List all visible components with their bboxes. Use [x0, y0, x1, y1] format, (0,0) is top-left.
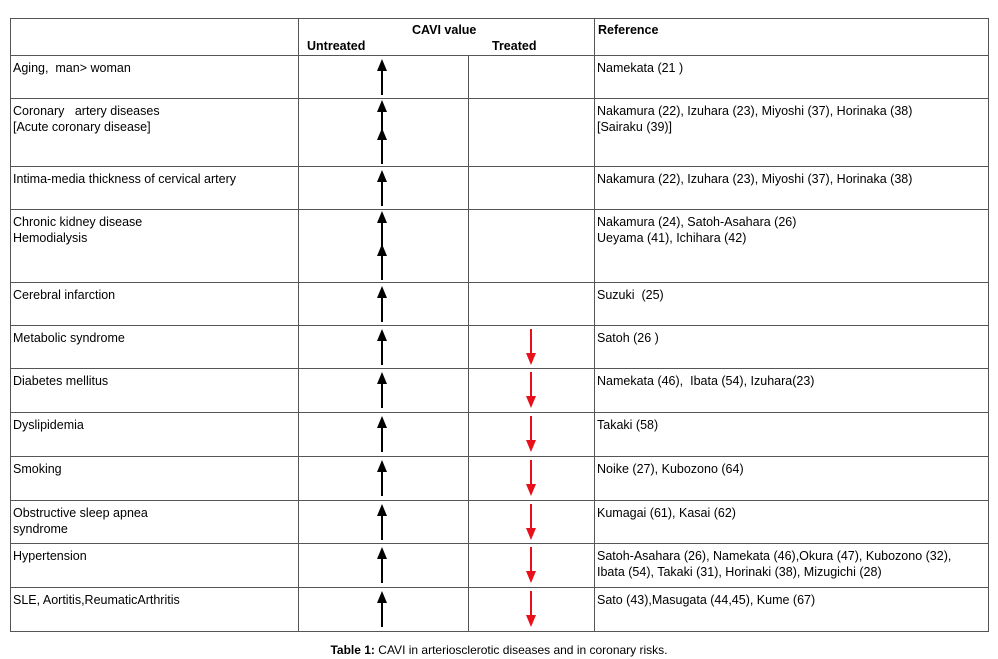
treated-column-divider: [468, 55, 469, 631]
caption-text: CAVI in arteriosclerotic diseases and in coronary risks.: [378, 643, 668, 657]
reference-text: Sato (43),Masugata (44,45), Kume (67): [597, 593, 816, 607]
untreated-up-arrow-icon: [375, 286, 389, 322]
reference-text: Ibata (54), Takaki (31), Horinaki (38), Mizugichi (28): [597, 565, 882, 579]
row-divider: [10, 500, 989, 501]
reference-text: Ueyama (41), Ichihara (42): [597, 231, 747, 245]
treated-down-arrow-icon: [524, 591, 538, 627]
condition-label: Intima-media thickness of cervical artery: [13, 172, 236, 186]
untreated-up-arrow-icon: [375, 372, 389, 408]
reference-header: Reference: [598, 23, 659, 37]
reference-text: Takaki (58): [597, 418, 659, 432]
treated-down-arrow-icon: [524, 372, 538, 408]
reference-text: Suzuki (25): [597, 288, 664, 302]
untreated-up-arrow-icon: [375, 170, 389, 206]
row-divider: [10, 368, 989, 369]
reference-text: [Sairaku (39)]: [597, 120, 673, 134]
treated-down-arrow-icon: [524, 460, 538, 496]
row-divider: [10, 456, 989, 457]
untreated-up-arrow-icon: [375, 416, 389, 452]
row-divider: [10, 166, 989, 167]
condition-label: Smoking: [13, 462, 62, 476]
treated-down-arrow-icon: [524, 504, 538, 540]
reference-text: Namekata (21 ): [597, 61, 684, 75]
header-bottom-border: [10, 55, 989, 56]
reference-text: Nakamura (22), Izuhara (23), Miyoshi (37), Horinaka (38): [597, 172, 913, 186]
untreated-up-arrow-icon: [375, 59, 389, 95]
untreated-up-arrow-icon: [375, 547, 389, 583]
condition-label: Cerebral infarction: [13, 288, 116, 302]
condition-label: Coronary artery diseases: [13, 104, 160, 118]
row-divider: [10, 325, 989, 326]
reference-text: Satoh (26 ): [597, 331, 659, 345]
untreated-up-arrow-icon: [375, 244, 389, 280]
treated-down-arrow-icon: [524, 329, 538, 365]
condition-label: Aging, man> woman: [13, 61, 131, 75]
cavi-value-header: CAVI value: [412, 23, 477, 37]
reference-text: Nakamura (22), Izuhara (23), Miyoshi (37), Horinaka (38): [597, 104, 913, 118]
row-divider: [10, 631, 989, 632]
table-top-border: [10, 18, 989, 19]
treated-down-arrow-icon: [524, 547, 538, 583]
condition-label: Chronic kidney disease: [13, 215, 143, 229]
condition-label: Metabolic syndrome: [13, 331, 125, 345]
row-divider: [10, 209, 989, 210]
cavi-table: [10, 18, 989, 633]
row-divider: [10, 543, 989, 544]
untreated-up-arrow-icon: [375, 329, 389, 365]
condition-label: SLE, Aortitis,ReumaticArthritis: [13, 593, 180, 607]
treated-down-arrow-icon: [524, 416, 538, 452]
row-divider: [10, 98, 989, 99]
condition-label: syndrome: [13, 522, 68, 536]
condition-label: Dyslipidemia: [13, 418, 84, 432]
treated-header: Treated: [492, 39, 537, 53]
untreated-up-arrow-icon: [375, 211, 389, 247]
condition-label: Obstructive sleep apnea: [13, 506, 148, 520]
row-divider: [10, 587, 989, 588]
untreated-up-arrow-icon: [375, 504, 389, 540]
reference-text: Nakamura (24), Satoh-Asahara (26): [597, 215, 797, 229]
condition-label: Diabetes mellitus: [13, 374, 109, 388]
condition-label: Hemodialysis: [13, 231, 88, 245]
table-caption: [0, 643, 998, 657]
reference-text: Kumagai (61), Kasai (62): [597, 506, 736, 520]
caption-label: Table 1:: [330, 643, 375, 657]
reference-text: Noike (27), Kubozono (64): [597, 462, 744, 476]
condition-label: [Acute coronary disease]: [13, 120, 151, 134]
untreated-header: Untreated: [307, 39, 366, 53]
untreated-up-arrow-icon: [375, 460, 389, 496]
row-divider: [10, 282, 989, 283]
untreated-up-arrow-icon: [375, 591, 389, 627]
reference-text: Satoh-Asahara (26), Namekata (46),Okura (47), Kubozono (32),: [597, 549, 952, 563]
reference-text: Namekata (46), Ibata (54), Izuhara(23): [597, 374, 815, 388]
condition-label: Hypertension: [13, 549, 87, 563]
untreated-up-arrow-icon: [375, 128, 389, 164]
row-divider: [10, 412, 989, 413]
